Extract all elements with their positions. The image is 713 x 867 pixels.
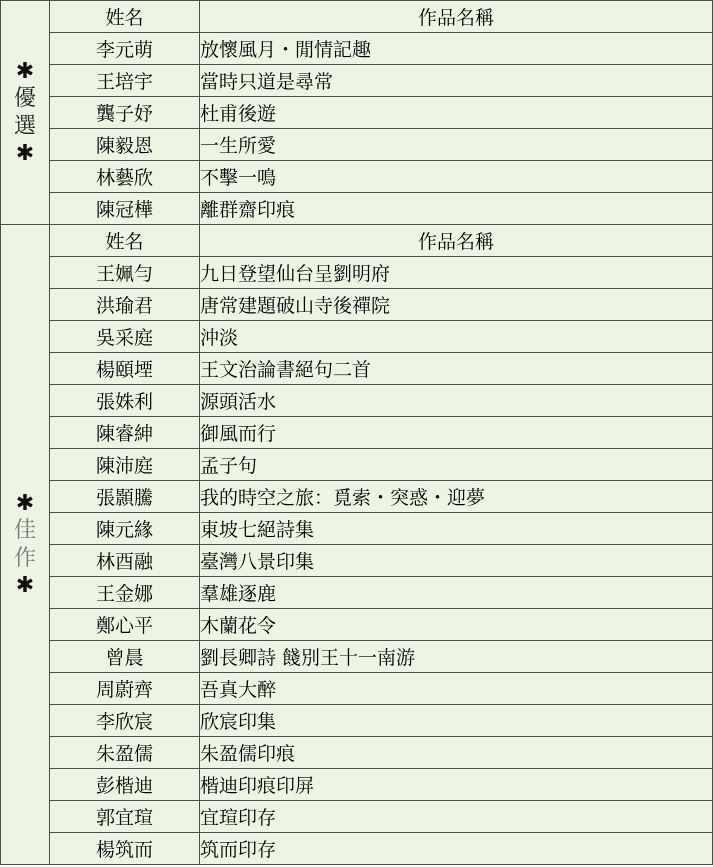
student-name: 郭宜瑄 [50,801,200,833]
work-title: 朱盈儒印痕 [200,737,713,769]
student-name: 周蔚齊 [50,673,200,705]
asterisk-icon: ✱ [15,573,35,598]
work-title: 唐常建題破山寺後禪院 [200,289,713,321]
table-row [1,705,713,737]
header-row [1,225,713,257]
table-row [1,33,713,65]
table-row [1,673,713,705]
table-row [1,417,713,449]
student-name: 張顥騰 [50,481,200,513]
table-row [1,449,713,481]
work-title: 沖淡 [200,321,713,353]
student-name: 朱盈儒 [50,737,200,769]
work-title: 一生所愛 [200,129,713,161]
category-label-char: 優 [13,86,36,111]
work-title: 東坡七絕詩集 [200,513,713,545]
work-title: 御風而行 [200,417,713,449]
work-title: 楷迪印痕印屏 [200,769,713,801]
student-name: 林酉融 [50,545,200,577]
student-name: 陳毅恩 [50,129,200,161]
asterisk-icon: ✱ [15,490,35,516]
category-youxuan-label [1,1,50,225]
table-row [1,353,713,385]
work-title: 我的時空之旅：覓索・突惑・迎夢 [200,481,713,513]
table-row [1,641,713,673]
student-name: 王培宇 [50,65,200,97]
table-row [1,577,713,609]
student-name: 鄭心平 [50,609,200,641]
work-title: 木蘭花令 [200,609,713,641]
name-column-header: 姓名 [50,1,200,33]
table-row [1,257,713,289]
work-title: 離群齋印痕 [200,193,713,225]
table-row [1,65,713,97]
student-name: 陳睿紳 [50,417,200,449]
awards-table-body [1,1,713,865]
student-name: 李元萌 [50,33,200,65]
student-name: 陳元緣 [50,513,200,545]
asterisk-icon: ✱ [15,58,35,84]
student-name: 陳沛庭 [50,449,200,481]
name-column-header: 姓名 [50,225,200,257]
work-title: 欣宸印集 [200,705,713,737]
table-row [1,769,713,801]
header-row [1,1,713,33]
student-name: 林藝欣 [50,161,200,193]
table-row [1,193,713,225]
asterisk-icon: ✱ [15,141,35,166]
table-row [1,801,713,833]
student-name: 龔子妤 [50,97,200,129]
table-row [1,385,713,417]
table-row [1,545,713,577]
table-row [1,737,713,769]
work-title: 劉長卿詩 餞別王十一南游 [200,641,713,673]
student-name: 楊頤堙 [50,353,200,385]
student-name: 陳冠樺 [50,193,200,225]
student-name: 洪瑜君 [50,289,200,321]
work-title: 孟子句 [200,449,713,481]
work-title: 九日登望仙台呈劉明府 [200,257,713,289]
student-name: 吳采庭 [50,321,200,353]
work-title: 王文治論書絕句二首 [200,353,713,385]
student-name: 李欣宸 [50,705,200,737]
student-name: 張姝利 [50,385,200,417]
student-name: 王金娜 [50,577,200,609]
table-row [1,129,713,161]
work-title: 不擊一鳴 [200,161,713,193]
table-row [1,321,713,353]
work-title: 筑而印存 [200,833,713,865]
student-name: 王姵勻 [50,257,200,289]
table-row [1,481,713,513]
work-column-header: 作品名稱 [200,1,713,33]
work-title: 當時只道是尋常 [200,65,713,97]
work-title: 吾真大醉 [200,673,713,705]
student-name: 楊筑而 [50,833,200,865]
work-title: 源頭活水 [200,385,713,417]
table-row [1,513,713,545]
table-row [1,289,713,321]
work-title: 杜甫後遊 [200,97,713,129]
student-name: 曾晨 [50,641,200,673]
table-row [1,161,713,193]
work-title: 羣雄逐鹿 [200,577,713,609]
table-row [1,833,713,865]
category-label-char: 作 [13,545,36,571]
work-title: 宜瑄印存 [200,801,713,833]
table-row [1,609,713,641]
category-jiazuo-label [1,225,50,865]
table-row [1,97,713,129]
category-label-char: 佳 [13,518,36,543]
work-title: 放懷風月・閒情記趣 [200,33,713,65]
work-title: 臺灣八景印集 [200,545,713,577]
work-column-header: 作品名稱 [200,225,713,257]
category-label-char: 選 [13,113,36,139]
student-name: 彭楷迪 [50,769,200,801]
